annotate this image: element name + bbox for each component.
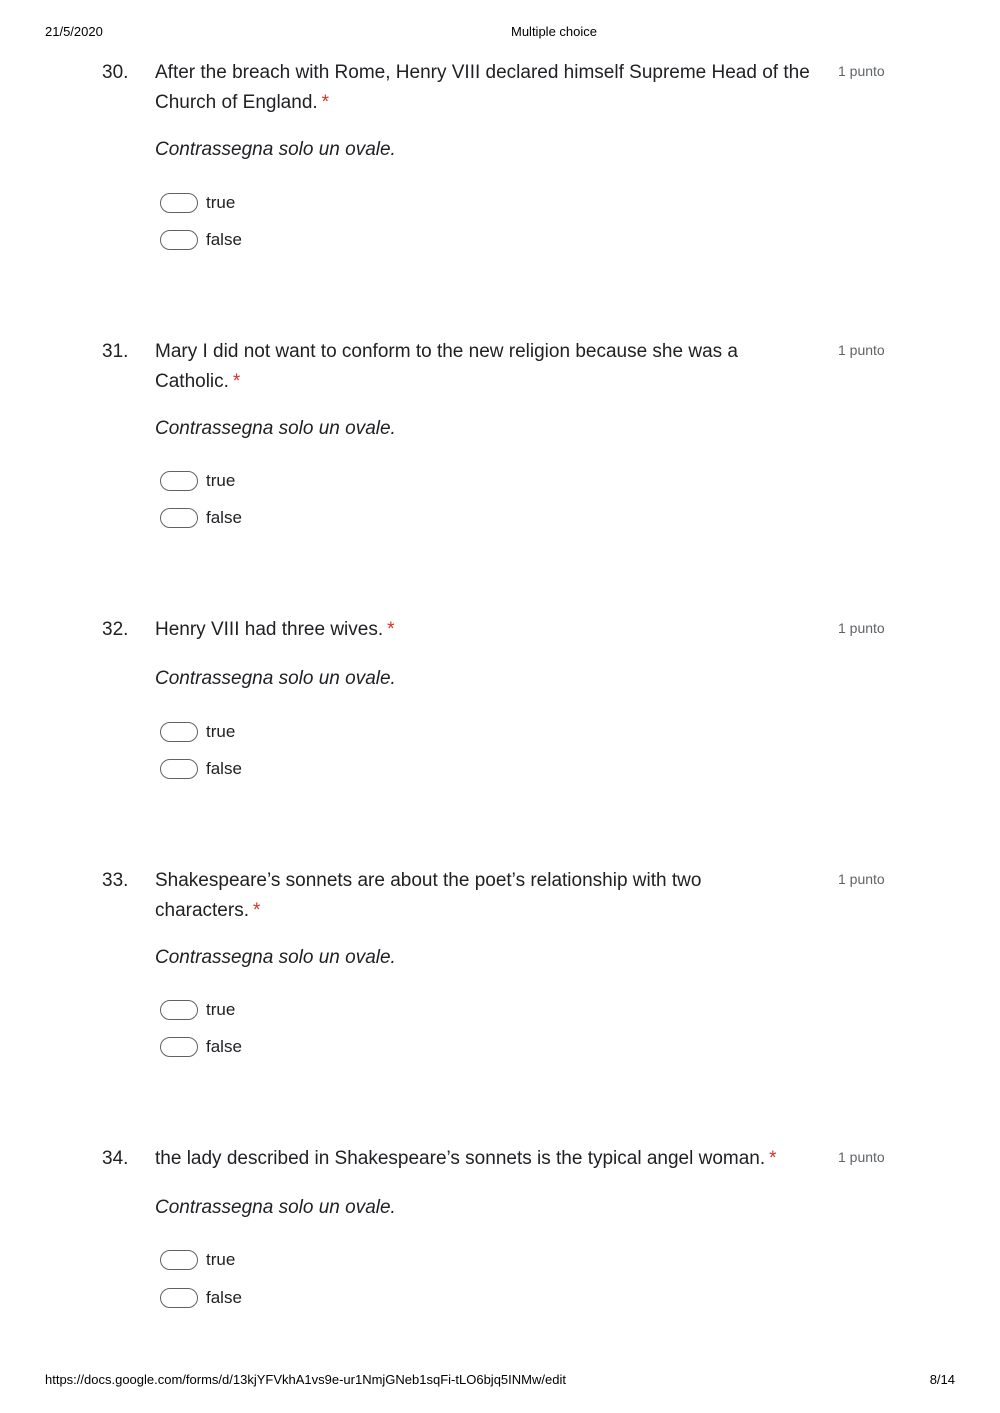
required-marker: * (232, 371, 241, 392)
question-points: 1 punto (838, 620, 885, 636)
option-label: false (206, 230, 242, 249)
question-text: Henry VIII had three wives. * (155, 619, 395, 640)
question-text: Mary I did not want to conform to the new religion because she was a Catholic. * (155, 341, 738, 392)
option-false[interactable] (160, 1286, 242, 1310)
option-label: true (206, 1250, 236, 1269)
option-true[interactable] (160, 998, 235, 1022)
radio-oval-icon[interactable] (160, 508, 198, 528)
required-marker: * (252, 900, 261, 921)
required-marker: * (321, 92, 330, 113)
question-hint: Contrassegna solo un ovale. (155, 1197, 396, 1218)
radio-oval-icon[interactable] (160, 230, 198, 250)
question-number: 32. (102, 619, 129, 640)
option-false[interactable] (160, 1035, 242, 1059)
option-label: false (206, 1288, 242, 1307)
question-hint: Contrassegna solo un ovale. (155, 947, 396, 968)
option-label: true (206, 722, 236, 741)
option-label: true (206, 193, 236, 212)
radio-oval-icon[interactable] (160, 1037, 198, 1057)
question-hint: Contrassegna solo un ovale. (155, 418, 396, 439)
option-false[interactable] (160, 228, 242, 252)
option-true[interactable] (160, 720, 235, 744)
print-header (0, 24, 1000, 42)
question-text: Shakespeare’s sonnets are about the poet’s relationship with two characters. * (155, 870, 702, 921)
radio-oval-icon[interactable] (160, 471, 198, 491)
radio-oval-icon[interactable] (160, 1250, 198, 1270)
option-false[interactable] (160, 506, 242, 530)
radio-oval-icon[interactable] (160, 1288, 198, 1308)
question-points: 1 punto (838, 871, 885, 887)
print-date: 21/5/2020 (45, 24, 103, 39)
option-label: true (206, 471, 236, 490)
option-label: false (206, 508, 242, 527)
radio-oval-icon[interactable] (160, 1000, 198, 1020)
question-hint: Contrassegna solo un ovale. (155, 139, 396, 160)
radio-oval-icon[interactable] (160, 193, 198, 213)
radio-oval-icon[interactable] (160, 759, 198, 779)
question-points: 1 punto (838, 342, 885, 358)
question-number: 33. (102, 870, 129, 891)
option-true[interactable] (160, 191, 235, 215)
print-title: Multiple choice (511, 24, 597, 39)
option-label: true (206, 1000, 236, 1019)
option-true[interactable] (160, 469, 235, 493)
question-text: the lady described in Shakespeare’s sonnets is the typical angel woman. * (155, 1148, 777, 1169)
page-url: https://docs.google.com/forms/d/13kjYFVkhA1vs9e-ur1NmjGNeb1sqFi-tLO6bjq5INMw/edit (45, 1372, 566, 1387)
option-false[interactable] (160, 757, 242, 781)
question-text: After the breach with Rome, Henry VIII declared himself Supreme Head of the Church of England. * (155, 62, 810, 113)
question-points: 1 punto (838, 1149, 885, 1165)
required-marker: * (769, 1148, 777, 1169)
question-hint: Contrassegna solo un ovale. (155, 668, 396, 689)
radio-oval-icon[interactable] (160, 722, 198, 742)
option-true[interactable] (160, 1248, 235, 1272)
option-label: false (206, 759, 242, 778)
required-marker: * (387, 619, 395, 640)
option-label: false (206, 1037, 242, 1056)
question-number: 30. (102, 62, 129, 83)
page-number: 8/14 (929, 1372, 955, 1387)
question-number: 31. (102, 341, 129, 362)
question-number: 34. (102, 1148, 129, 1169)
question-points: 1 punto (838, 63, 885, 79)
